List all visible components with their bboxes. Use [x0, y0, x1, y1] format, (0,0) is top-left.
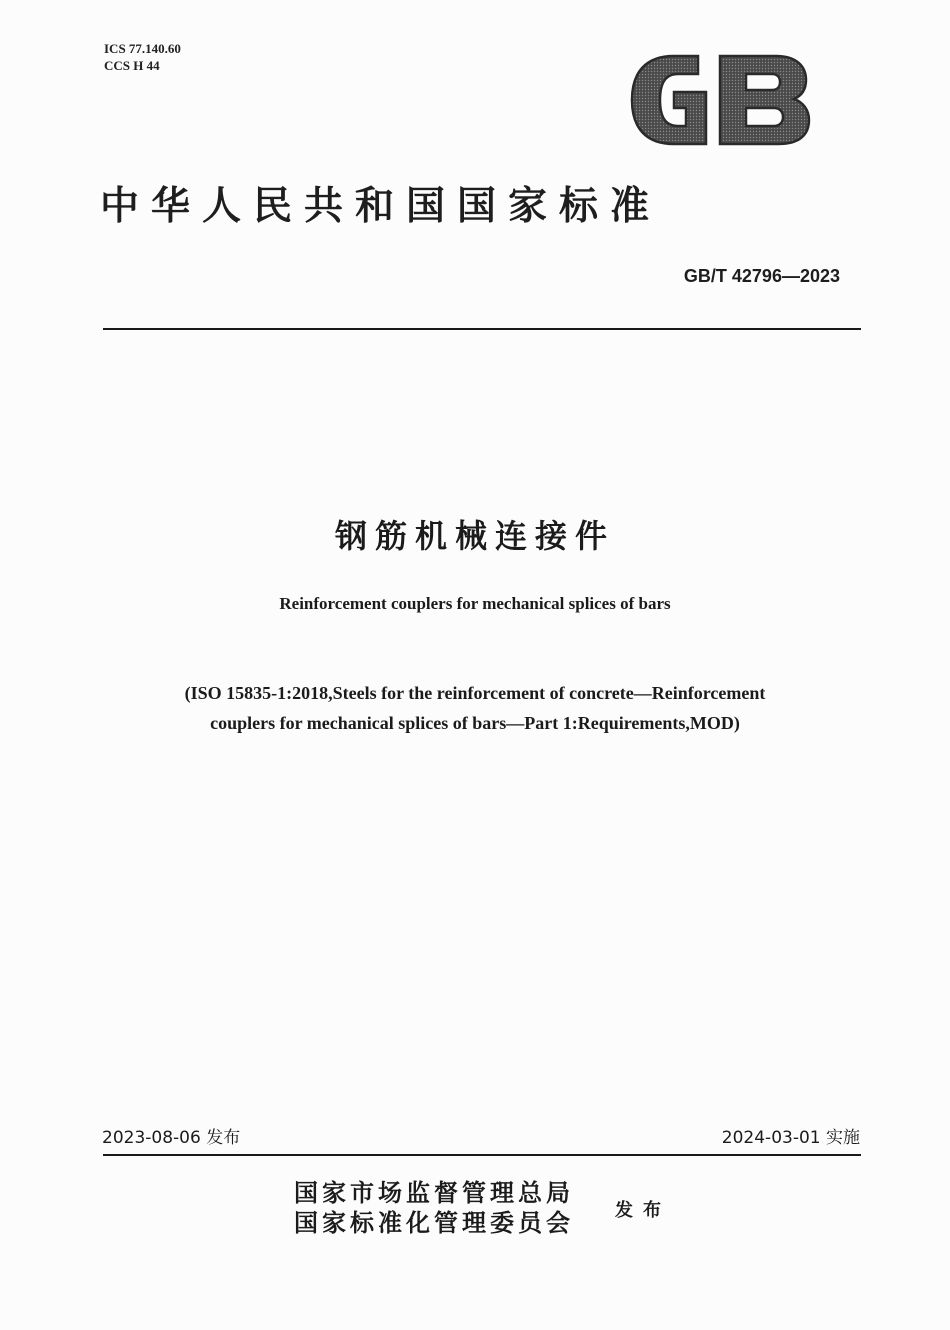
iso-reference-line-2: couplers for mechanical splices of bars—Part 1:Requirements,MOD)	[210, 713, 740, 733]
national-standard-title: 中华人民共和国国家标准	[100, 184, 662, 229]
bottom-divider	[103, 1154, 861, 1156]
issuing-authorities	[294, 1178, 574, 1238]
implementation-date: 2024-03-01 实施	[721, 1128, 860, 1148]
standard-number: GB/T 42796—2023	[683, 266, 840, 286]
top-divider	[103, 328, 861, 330]
issue-date: 2023-08-06 发布	[102, 1128, 241, 1148]
iso-reference-line-1: (ISO 15835-1:2018,Steels for the reinforcement of concrete—Reinforcement	[184, 683, 766, 703]
chinese-title: 钢筋机械连接件	[334, 517, 615, 555]
gb-logo-icon	[626, 52, 812, 148]
ccs-code: CCS H 44	[104, 58, 160, 73]
issuer-samr: 国家市场监督管理总局	[294, 1178, 574, 1207]
issuer-sac: 国家标准化管理委员会	[294, 1208, 574, 1237]
english-title: Reinforcement couplers for mechanical splices of bars	[279, 594, 671, 613]
ics-code: ICS 77.140.60	[104, 41, 181, 56]
classification-codes	[104, 40, 181, 74]
iso-reference	[0, 678, 950, 738]
publish-label: 发布	[615, 1200, 671, 1221]
